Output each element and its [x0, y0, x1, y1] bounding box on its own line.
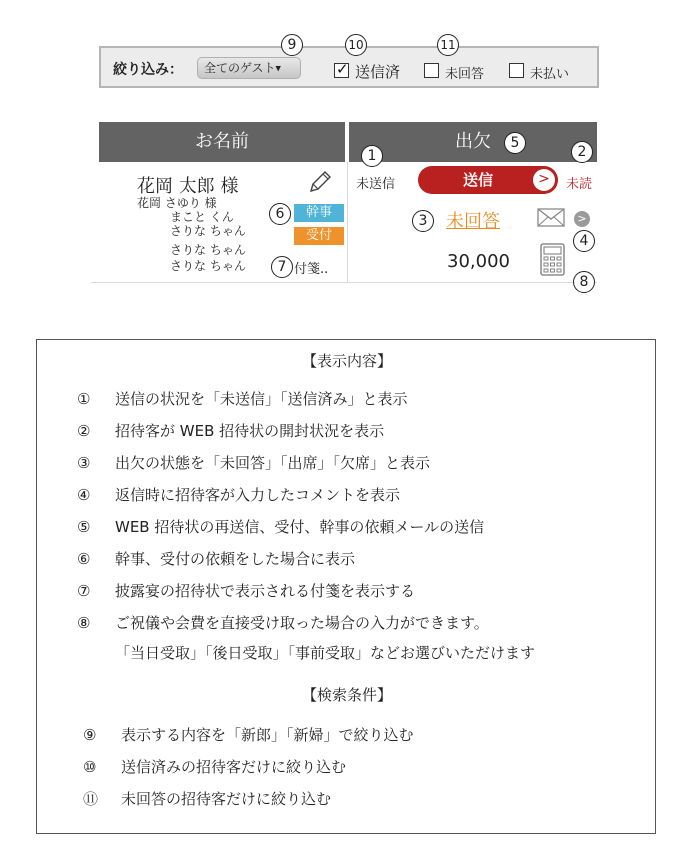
callout-9: 9 [281, 34, 303, 56]
envelope-icon[interactable] [537, 208, 567, 228]
sent-checkbox[interactable] [334, 63, 349, 78]
sent-checkbox-label: 送信済 [355, 63, 401, 81]
column-divider [347, 162, 348, 282]
companion-1: 花岡 さゆり 様 [137, 196, 217, 210]
reception-badge: 受付 [294, 227, 344, 245]
unanswered-checkbox-label: 未回答 [445, 67, 485, 82]
description-box [36, 339, 656, 834]
description-item-1: ① 送信の状況を「未送信」「送信済み」と表示 [77, 390, 408, 408]
description-item-2: ② 招待客が WEB 招待状の開封状況を表示 [77, 422, 385, 440]
send-status: 未送信 [356, 177, 396, 192]
companion-4: さりな ちゃん [170, 243, 246, 257]
unanswered-checkbox[interactable] [424, 63, 439, 78]
chevron-right-icon: > [533, 169, 555, 191]
send-button[interactable] [418, 166, 558, 194]
callout-3: 3 [412, 210, 434, 232]
callout-11: 11 [437, 34, 459, 56]
description-item-8: ⑧ ご祝儀や会費を直接受け取った場合の入力ができます。 [77, 614, 489, 632]
header-name: お名前 [99, 122, 345, 162]
row-divider [91, 282, 597, 283]
guest-filter-select[interactable] [197, 57, 301, 79]
search-item-11: ⑪ 未回答の招待客だけに絞り込む [83, 790, 332, 808]
callout-6: 6 [269, 203, 291, 225]
filter-label: 絞り込み： [113, 62, 183, 78]
search-conditions-title: 【検索条件】 [301, 686, 392, 704]
description-item-4: ④ 返信時に招待客が入力したコメントを表示 [77, 486, 401, 504]
gift-amount: 30,000 [447, 251, 510, 272]
search-item-9: ⑨ 表示する内容を「新郎」「新婦」で絞り込む [83, 726, 414, 744]
tag-note[interactable]: 付箋.. [294, 262, 329, 277]
rsvp-status-link[interactable]: 未回答 [446, 211, 500, 232]
callout-8: 8 [573, 271, 595, 293]
header-attendance: 出欠 [349, 122, 597, 162]
description-item-5: ⑤ WEB 招待状の再送信、受付、幹事の依頼メールの送信 [77, 518, 485, 536]
callout-2: 2 [571, 141, 593, 163]
description-item-6: ⑥ 幹事、受付の依頼をした場合に表示 [77, 550, 356, 568]
calculator-icon[interactable] [540, 243, 566, 277]
guest-name: 花岡 太郎 様 [137, 176, 239, 197]
unpaid-checkbox-label: 未払い [530, 67, 570, 82]
callout-7: 7 [271, 256, 293, 278]
send-button-label: 送信 [462, 171, 493, 189]
pencil-icon[interactable] [306, 168, 334, 196]
companion-3: さりな ちゃん [170, 224, 246, 238]
organizer-badge: 幹事 [294, 204, 344, 222]
companion-5: さりな ちゃん [170, 259, 246, 273]
companion-2: まこと くん [170, 210, 234, 224]
open-status: 未読 [566, 177, 593, 192]
comment-arrow-icon[interactable]: > [574, 211, 590, 227]
description-item-3: ③ 出欠の状態を「未回答」「出席」「欠席」と表示 [77, 454, 431, 472]
unpaid-checkbox[interactable] [509, 63, 524, 78]
search-item-10: ⑩ 送信済みの招待客だけに絞り込む [83, 758, 347, 776]
callout-4: 4 [573, 230, 595, 252]
dropdown-arrow-icon: ▼ [275, 64, 281, 73]
description-item-8-continued: 「当日受取」「後日受取」「事前受取」などお選びいただけます [115, 644, 536, 662]
callout-1: 1 [361, 145, 383, 167]
callout-5: 5 [504, 132, 526, 154]
callout-10: 10 [345, 34, 367, 56]
description-item-7: ⑦ 披露宴の招待状で表示される付箋を表示する [77, 582, 416, 600]
display-contents-title: 【表示内容】 [301, 352, 392, 370]
guest-filter-value: 全てのゲスト [204, 61, 276, 75]
